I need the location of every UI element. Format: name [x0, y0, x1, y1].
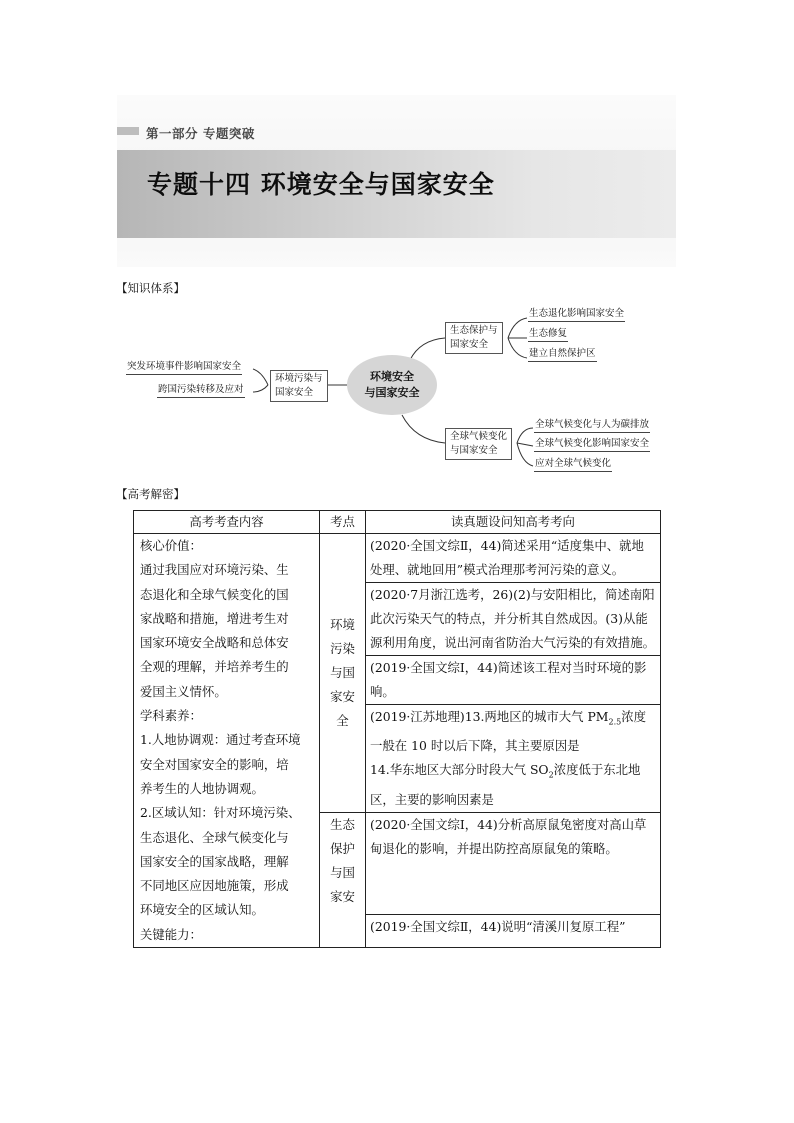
branch-pollution-line-2: 国家安全 — [275, 387, 314, 398]
content-line: 国家安全的国家战略，理解 — [140, 853, 289, 869]
question-cell — [366, 705, 661, 813]
content-line: 爱国主义情怀。 — [140, 683, 227, 699]
section-label: 第一部分 专题突破 — [146, 126, 255, 141]
content-line: 态退化和全球气候变化的国 — [140, 586, 289, 602]
content-line: 国家环境安全战略和总体安 — [140, 635, 289, 651]
knowledge-heading: 【知识体系】 — [116, 281, 185, 295]
content-line: 不同地区应因地施策，形成 — [140, 878, 289, 894]
mind-map-connectors — [0, 0, 794, 500]
question-cell: (2020·全国文综Ⅱ，44)简述采用“适度集中、就地处理、就地回用”模式治理那考河污染的意义。 — [366, 534, 661, 583]
content-line: 学科素养： — [140, 708, 202, 724]
leaf-nature-reserve: 建立自然保护区 — [528, 347, 597, 362]
topic-line: 与国 — [330, 664, 355, 680]
content-line: 全观的理解，并培养考生的 — [140, 659, 289, 675]
question-text: 浓度低于东北地区，主要的影响因素是 — [370, 762, 641, 807]
branch-climate-box — [445, 428, 512, 460]
column-header: 读真题设问知高考考向 — [366, 511, 661, 534]
question-text: 浓度一般在 10 时以后下降，其主要原因是 — [370, 709, 647, 754]
center-line-1: 环境安全 — [370, 370, 414, 383]
branch-eco-box — [445, 322, 503, 354]
content-line: 核心价值： — [140, 538, 202, 553]
question-cell: (2019·全国文综Ⅱ，44)说明“清溪川复原工程” — [366, 915, 661, 948]
page-title: 专题十四 环境安全与国家安全 — [147, 170, 495, 199]
topic-pollution-cell — [320, 534, 366, 813]
topic-line: 家安 — [330, 888, 355, 904]
branch-climate-line-1: 全球气候变化 — [450, 431, 508, 442]
exam-heading: 【高考解密】 — [116, 487, 185, 501]
question-cell: (2020·全国文综Ⅰ，44)分析高原鼠兔密度对高山草甸退化的影响，并提出防控高原鼠兔的策略。 — [366, 812, 661, 914]
question-cell: (2020·7月浙江选考，26)(2)与安阳相比，简述南阳此次污染天气的特点，并分析其自然成因。(3)从能源利用角度，说出河南省防治大气污染的有效措施。 — [366, 583, 661, 656]
topic-line: 保护 — [330, 840, 355, 856]
content-line: 2.区域认知：针对环境污染、 — [140, 805, 301, 821]
leaf-eco-restore: 生态修复 — [528, 327, 568, 342]
branch-eco-line-2: 国家安全 — [450, 339, 489, 350]
branch-pollution-box — [270, 370, 328, 402]
branch-pollution-line-1: 环境污染与 — [275, 373, 323, 384]
topic-line: 全 — [336, 712, 349, 728]
table-row — [134, 534, 661, 583]
content-line: 通过我国应对环境污染、生 — [140, 562, 289, 578]
content-line: 安全对国家安全的影响，培 — [140, 756, 289, 772]
content-line: 关键能力： — [140, 926, 202, 942]
content-line: 养考生的人地协调观。 — [140, 780, 264, 796]
column-header: 考点 — [320, 511, 366, 534]
topic-line: 环境 — [330, 616, 355, 632]
leaf-climate-response: 应对全球气候变化 — [534, 457, 612, 472]
topic-eco-cell — [320, 812, 366, 947]
question-text: 14.华东地区大部分时段大气 SO — [370, 762, 549, 778]
center-line-2: 与国家安全 — [364, 386, 420, 399]
leaf-sudden-events: 突发环境事件影响国家安全 — [126, 360, 242, 375]
exam-content-cell — [134, 534, 320, 948]
subscript: 2 — [548, 770, 554, 780]
leaf-transboundary: 跨国污染转移及应对 — [157, 383, 245, 398]
branch-eco-line-1: 生态保护与 — [450, 325, 498, 336]
topic-line: 污染 — [330, 640, 355, 656]
content-line: 1.人地协调观：通过考查环境 — [140, 732, 301, 748]
table-header-row — [134, 511, 661, 534]
exam-table — [133, 510, 661, 948]
topic-line: 家安 — [330, 688, 355, 704]
subscript: 2.5 — [608, 717, 622, 727]
mind-map-center — [347, 355, 437, 415]
branch-climate-line-2: 与国家安全 — [450, 445, 498, 456]
column-header: 高考考查内容 — [134, 511, 320, 534]
content-line: 家战略和措施，增进考生对 — [140, 610, 289, 626]
leaf-climate-carbon: 全球气候变化与人为碳排放 — [534, 418, 650, 433]
leaf-climate-security: 全球气候变化影响国家安全 — [534, 437, 650, 452]
topic-line: 与国 — [330, 864, 355, 880]
question-cell: (2019·全国文综Ⅰ，44)简述该工程对当时环境的影响。 — [366, 656, 661, 705]
leaf-eco-degradation: 生态退化影响国家安全 — [528, 307, 625, 322]
content-line: 生态退化、全球气候变化与 — [140, 829, 289, 845]
content-line: 环境安全的区域认知。 — [140, 902, 264, 918]
question-text: (2019·江苏地理)13.两地区的城市大气 PM — [370, 709, 609, 724]
topic-line: 生态 — [330, 816, 355, 832]
